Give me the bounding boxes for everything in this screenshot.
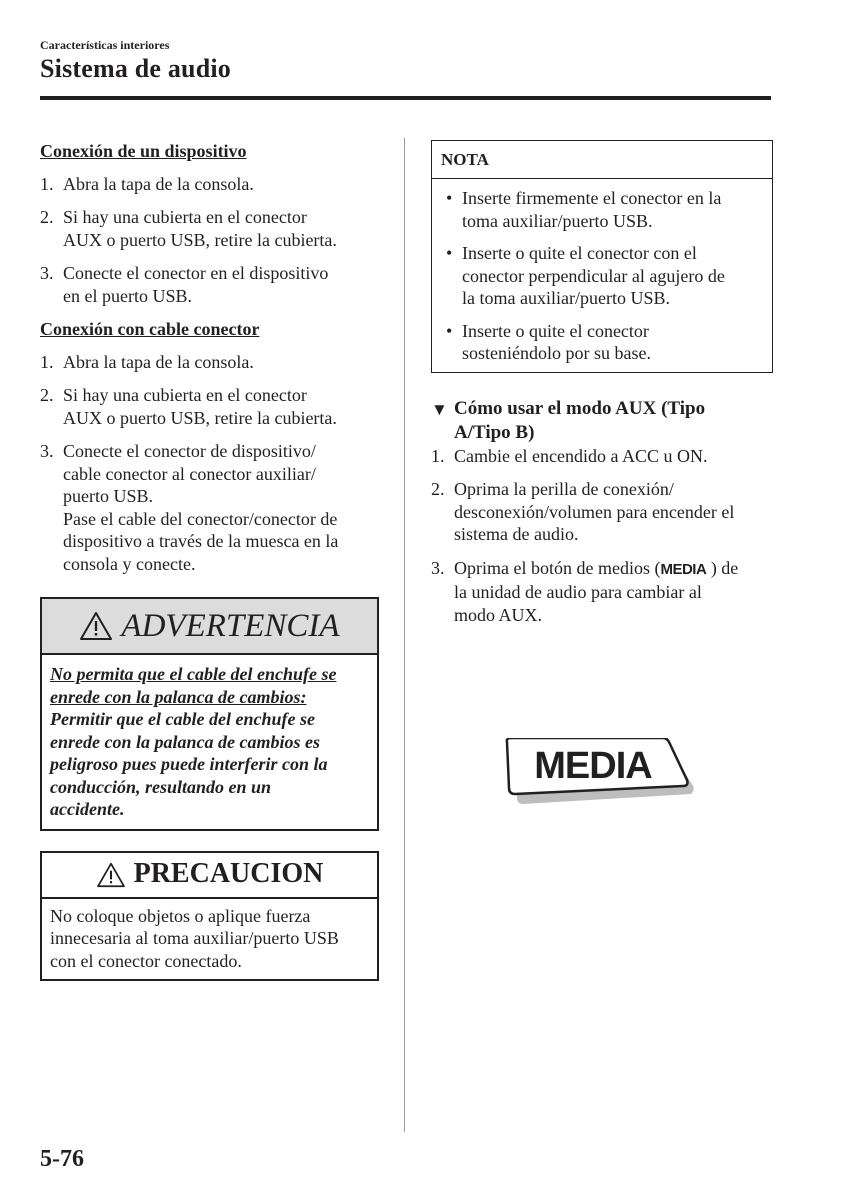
list-item: 2. Si hay una cubierta en el conector AUX o puerto USB, retire la cubierta. xyxy=(40,385,337,428)
list-item: 1. Cambie el encendido a ACC u ON. xyxy=(431,445,708,466)
warning-body: No permita que el cable del enchufe se enrede con la palanca de cambios: Permitir que el cable del enchufe se enrede con la palanca de cambios es peligroso pues puede interferir con la conducción, resultando en un accidente. xyxy=(50,664,337,819)
caution-header xyxy=(42,853,377,899)
warning-triangle-icon xyxy=(96,862,126,888)
right-column xyxy=(431,140,771,637)
bullet-icon: • xyxy=(446,320,453,341)
cable-connection-steps xyxy=(40,351,380,576)
page-number: 5-76 xyxy=(40,1146,84,1172)
header-rule xyxy=(40,96,771,100)
caution-box xyxy=(40,851,379,982)
warning-title: ADVERTENCIA xyxy=(121,607,340,644)
list-item: • Inserte o quite el conector con el conector perpendicular al agujero de la toma auxiliar/puerto USB. xyxy=(446,243,725,308)
list-item: • Inserte o quite el conector sosteniéndolo por su base. xyxy=(446,320,651,363)
list-item: 1. Abra la tapa de la consola. xyxy=(40,351,254,372)
warning-triangle-icon xyxy=(79,611,113,641)
list-item: 3. Conecte el conector de dispositivo/ cable conector al conector auxiliar/ puerto USB. Pase el cable del conector/conector de dispositivo a través de la muesca en la consola y conecte. xyxy=(40,441,339,574)
list-item: 3. Conecte el conector en el dispositivo en el puerto USB. xyxy=(40,263,329,306)
note-title: NOTA xyxy=(432,141,772,179)
device-connection-steps xyxy=(40,173,380,308)
media-button-inline-label: MEDIA xyxy=(660,560,707,578)
media-button-label: MEDIA xyxy=(534,745,652,787)
warning-box xyxy=(40,597,379,831)
bullet-icon: • xyxy=(446,243,453,263)
section-label: Características interiores xyxy=(40,38,170,52)
list-item: 3. Oprima el botón de medios (MEDIA ) de la unidad de audio para cambiar al modo AUX. xyxy=(431,557,739,625)
note-box xyxy=(431,140,773,373)
caution-title: PRECAUCION xyxy=(133,858,324,890)
left-column xyxy=(40,140,380,981)
column-divider xyxy=(404,138,405,1132)
subheading-cable-connection: Conexión con cable conector xyxy=(40,319,260,339)
subheading-device-connection: Conexión de un dispositivo xyxy=(40,141,247,161)
aux-mode-heading: ▼ Cómo usar el modo AUX (Tipo A/Tipo B) xyxy=(431,397,706,443)
aux-mode-steps xyxy=(431,445,771,627)
note-list xyxy=(432,179,772,372)
bullet-icon: • xyxy=(446,188,453,208)
list-item: 2. Si hay una cubierta en el conector AUX o puerto USB, retire la cubierta. xyxy=(40,207,337,250)
warning-header xyxy=(42,599,377,655)
list-item: • Inserte firmemente el conector en la toma auxiliar/puerto USB. xyxy=(446,188,722,231)
page-title: Sistema de audio xyxy=(40,54,232,83)
list-item: 2. Oprima la perilla de conexión/ desconexión/volumen para encender el sistema de audio. xyxy=(431,479,735,544)
media-button-illustration xyxy=(503,738,695,808)
list-item: 1. Abra la tapa de la consola. xyxy=(40,173,254,194)
caution-body: No coloque objetos o aplique fuerza innecesaria al toma auxiliar/puerto USB con el conector conectado. xyxy=(50,905,339,971)
triangle-down-icon: ▼ xyxy=(431,399,448,419)
